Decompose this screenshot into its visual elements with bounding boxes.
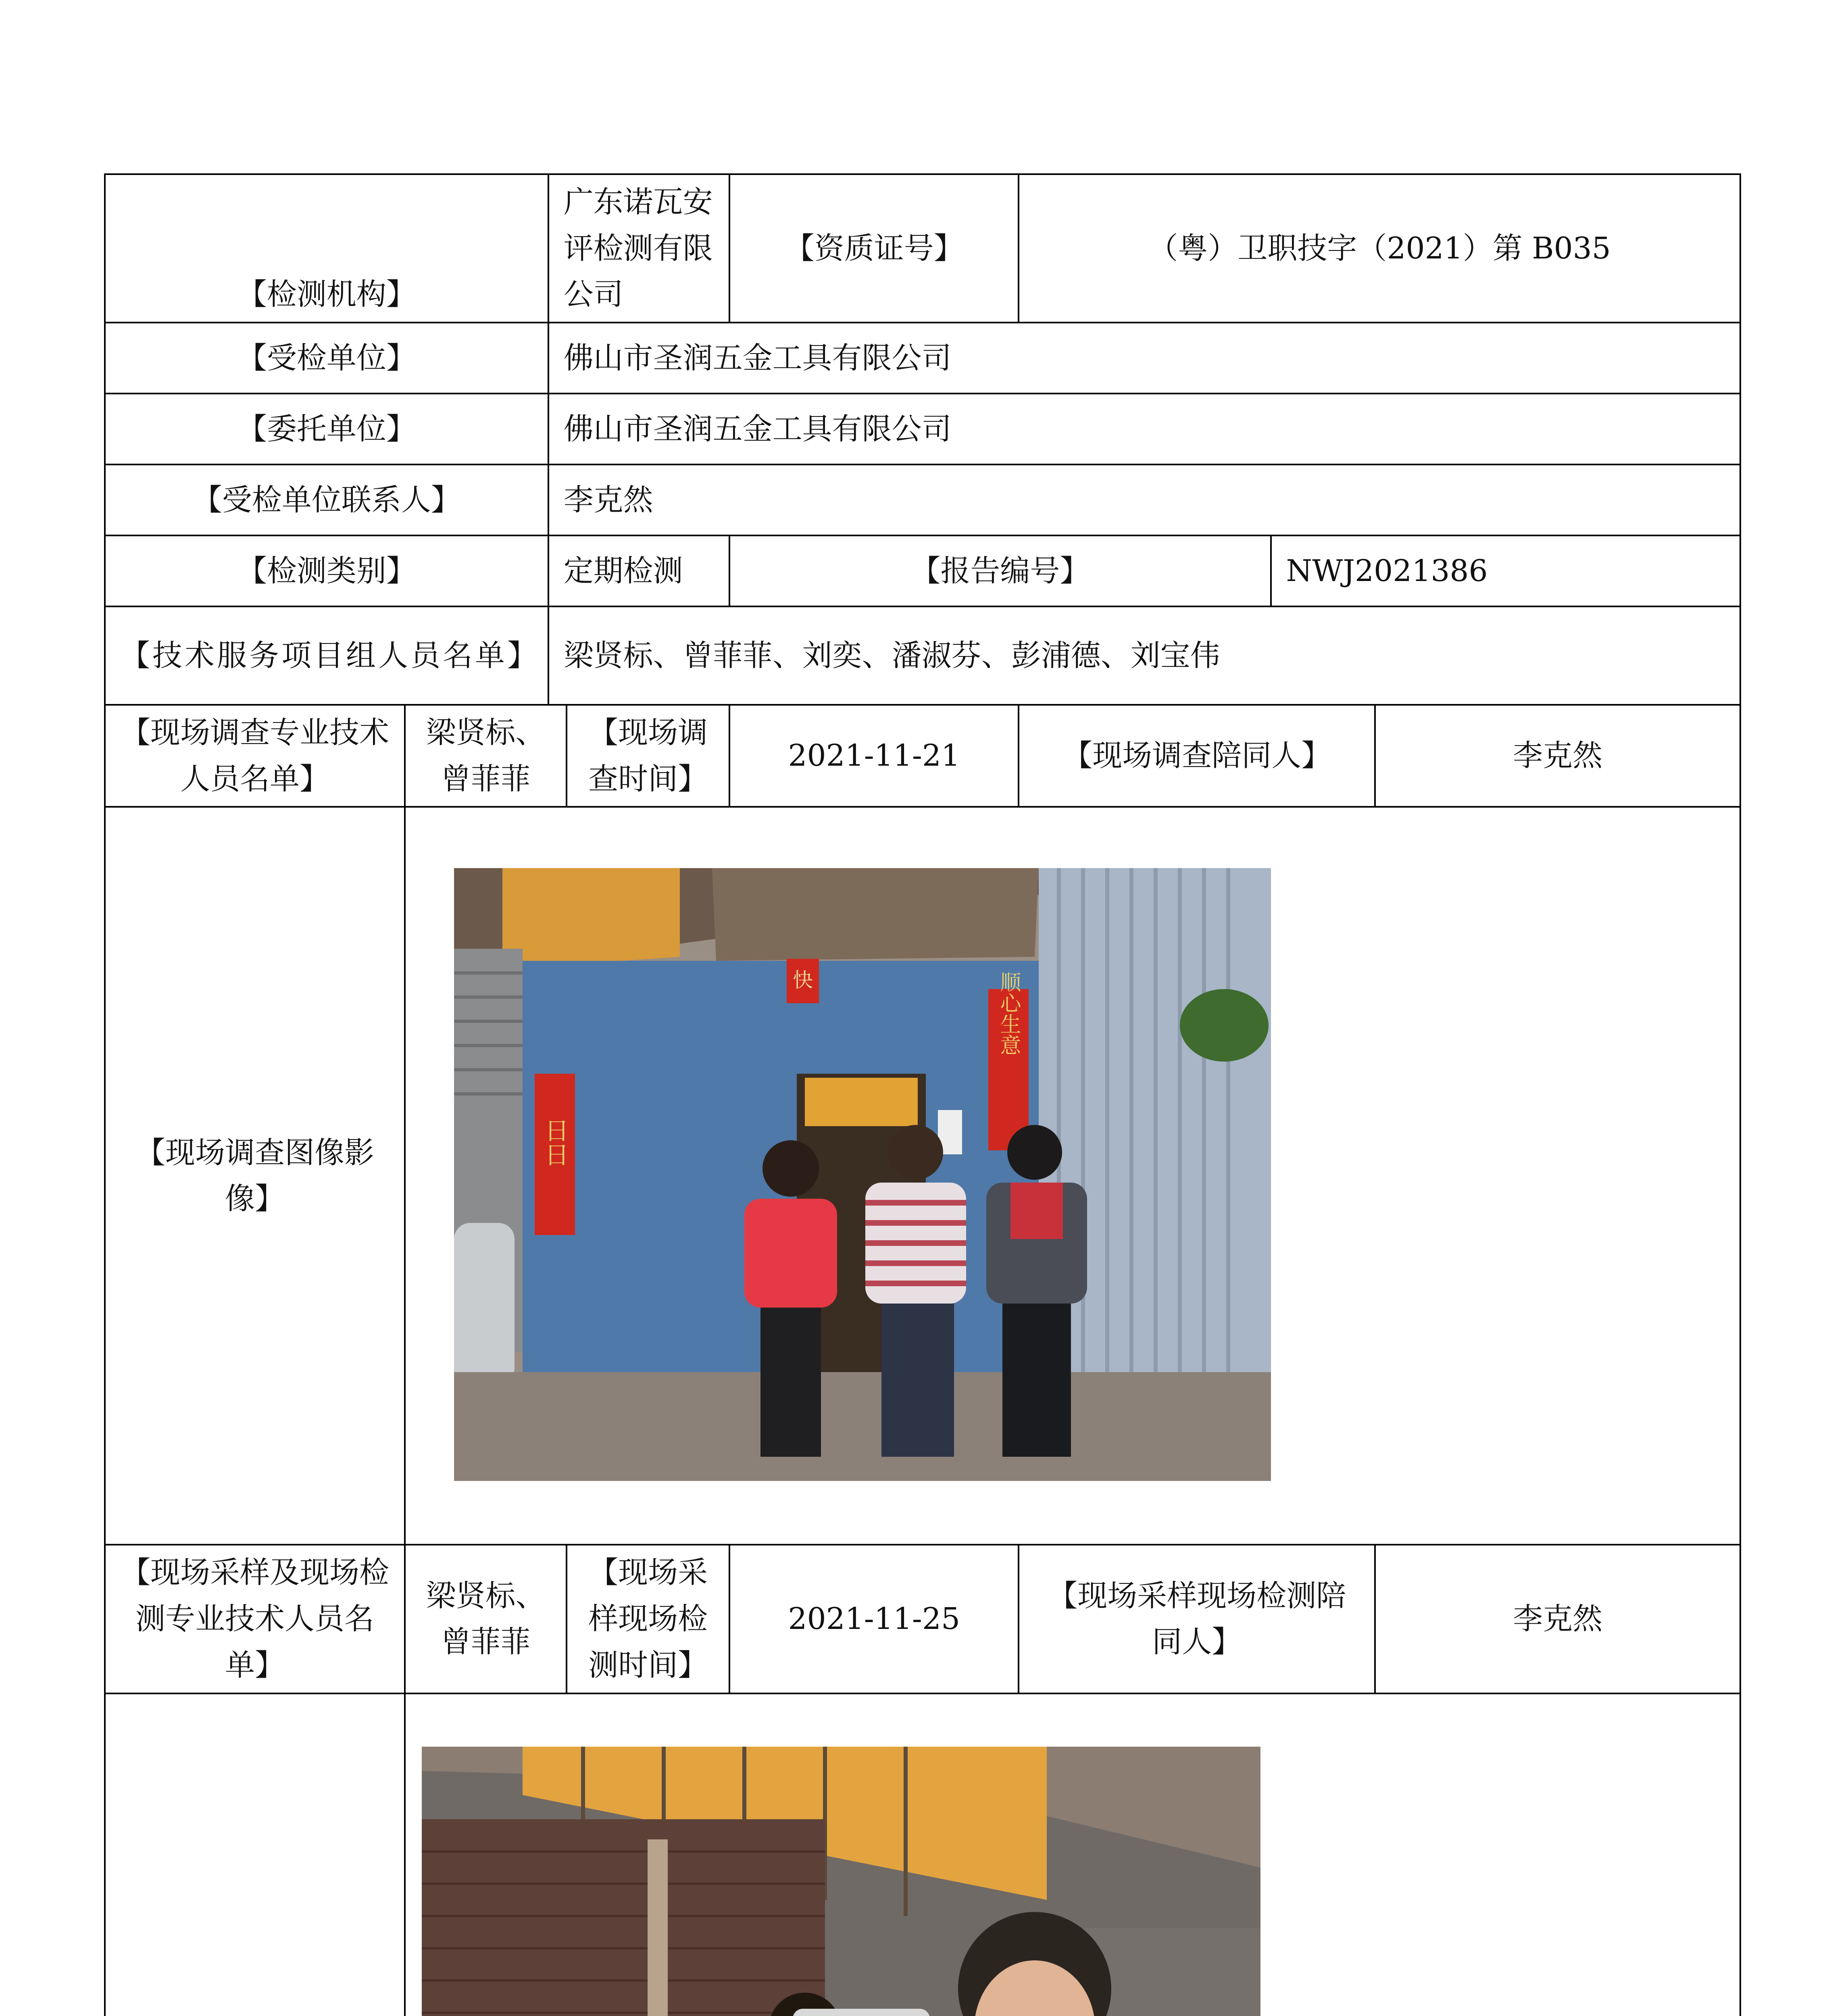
entrusting-unit-value: 佛山市圣润五金工具有限公司 — [548, 394, 1740, 464]
survey-photo-label: 【现场调查图像影像】 — [105, 807, 405, 1545]
sampling-photo-label — [105, 1693, 405, 2016]
report-number-value: NWJ2021386 — [1271, 535, 1740, 606]
survey-staff-value: 梁贤标、曾菲菲 — [405, 705, 567, 807]
inspected-unit-label: 【受检单位】 — [105, 323, 548, 394]
report-number-label: 【报告编号】 — [729, 535, 1271, 606]
sampling-time-label: 【现场采样现场检测时间】 — [567, 1545, 729, 1693]
cert-label: 【资质证号】 — [729, 174, 1019, 323]
team-label: 【技术服务项目组人员名单】 — [105, 606, 548, 705]
category-label: 【检测类别】 — [105, 535, 548, 606]
survey-site-photo-image — [454, 868, 1271, 1481]
inspected-unit-row — [105, 323, 1740, 394]
left-couplet-text: 日日 — [540, 1118, 569, 1167]
inspected-unit-value: 佛山市圣润五金工具有限公司 — [548, 323, 1740, 394]
team-value: 梁贤标、曾菲菲、刘奕、潘淑芬、彭浦德、刘宝伟 — [548, 606, 1740, 705]
contact-value: 李克然 — [548, 464, 1740, 535]
survey-row — [105, 705, 1740, 807]
contact-label: 【受检单位联系人】 — [105, 464, 548, 535]
contact-row — [105, 464, 1740, 535]
survey-site-photo — [454, 868, 1271, 1481]
institution-label: 【检测机构】 — [105, 174, 548, 323]
inspection-record-sheet — [104, 173, 1741, 2016]
institution-value: 广东诺瓦安评检测有限公司 — [548, 174, 730, 323]
survey-escort-label: 【现场调查陪同人】 — [1019, 705, 1375, 807]
sampling-site-photo — [422, 1747, 1260, 2016]
sampling-row — [105, 1545, 1740, 1693]
category-value: 定期检测 — [548, 535, 730, 606]
sampling-time-value: 2021-11-25 — [729, 1545, 1019, 1693]
survey-time-label: 【现场调查时间】 — [567, 705, 729, 807]
team-row — [105, 606, 1740, 705]
sampling-escort-value: 李克然 — [1375, 1545, 1740, 1693]
survey-time-value: 2021-11-21 — [729, 705, 1019, 807]
entrusting-unit-row — [105, 394, 1740, 464]
survey-staff-label: 【现场调查专业技术人员名单】 — [105, 705, 405, 807]
survey-escort-value: 李克然 — [1375, 705, 1740, 807]
entrusting-unit-label: 【委托单位】 — [105, 394, 548, 464]
cert-value: （粤）卫职技字（2021）第 B035 — [1019, 174, 1740, 323]
sampling-staff-label: 【现场采样及现场检测专业技术人员名单】 — [105, 1545, 405, 1693]
right-couplet-text: 顺心生意 — [996, 971, 1021, 1056]
category-row — [105, 535, 1740, 606]
sampling-photo-cell — [405, 1693, 1740, 2016]
sampling-photo-row — [105, 1693, 1740, 2016]
survey-photo-cell — [405, 807, 1740, 1545]
inspection-record-table — [104, 173, 1741, 2016]
sampling-staff-value: 梁贤标、曾菲菲 — [405, 1545, 567, 1693]
institution-row — [105, 174, 1740, 323]
sampling-escort-label: 【现场采样现场检测陪同人】 — [1019, 1545, 1375, 1693]
survey-photo-row — [105, 807, 1740, 1545]
sampling-site-photo-image — [422, 1747, 1260, 2016]
door-sign-text: 快 — [792, 968, 813, 992]
